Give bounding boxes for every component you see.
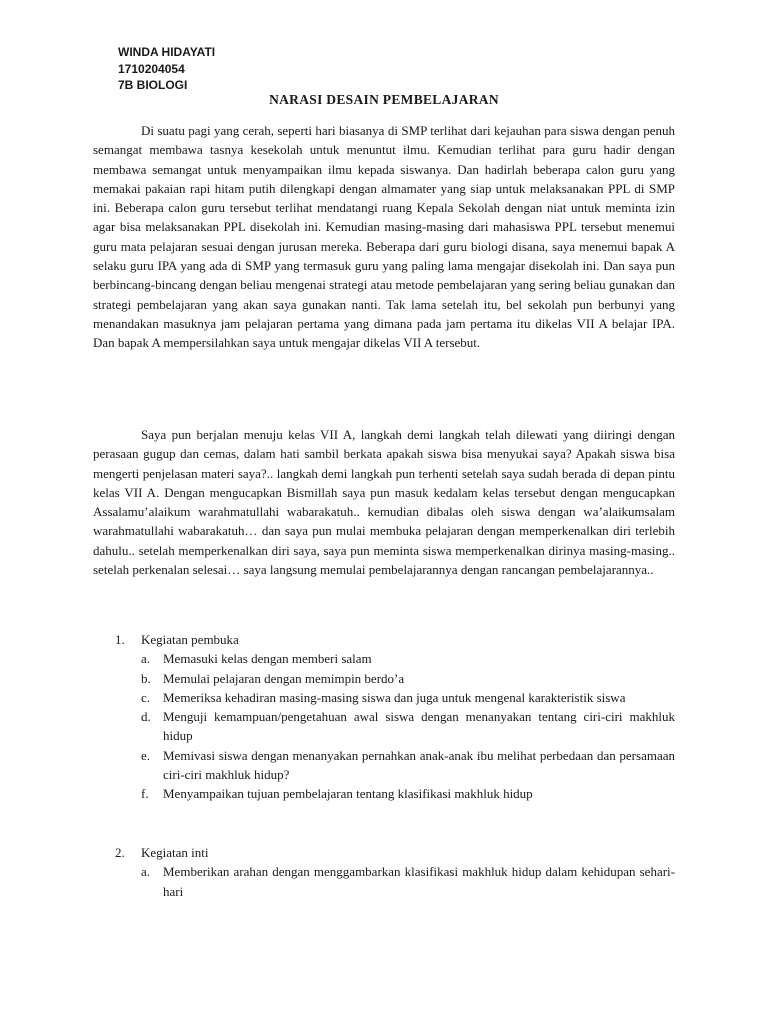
paragraph-text: Saya pun berjalan menuju kelas VII A, langkah demi langkah telah dilewati yang diiringi dengan perasaan gugup dan cemas, dalam hati sambil berkata apakah siswa bisa menyukai saya? Apakah siswa bisa mengerti penjelasan materi saya?.. langkah demi langkah pun terhenti setelah saya sudah berada di depan pintu kelas VII A. Dengan mengucapkan Bismillah saya pun masuk kedalam kelas tersebut dengan mengucapkan Assalamu’alaikum warahmatullahi wabarakatuh.. kemudian dibalas oleh siswa dengan wa’alaikumsalam warahmatullahi wabarakatuh… dan saya pun mulai membuka pelajaran dengan memperkenalkan diri terlebih dahulu.. setelah memperkenalkan diri saya, saya pun meminta siswa memperkenalkan dirinya masing-masing.. setelah perkenalan selesai… saya langsung memulai pembelajarannya dengan rancangan pembelajarannya..: [93, 427, 675, 578]
item-letter: c.: [141, 689, 151, 705]
item-text: Menguji kemampuan/pengetahuan awal siswa dengan menanyakan tentang ciri-ciri makhluk hidup: [163, 709, 675, 744]
sub-list: [93, 649, 675, 803]
author-name: WINDA HIDAYATI: [118, 45, 216, 59]
document-title: NARASI DESAIN PEMBELAJARAN: [269, 92, 499, 107]
section-core-activities: [93, 843, 675, 901]
item-text: Memulai pelajaran dengan memimpin berdo’a: [163, 670, 405, 686]
paragraph-2: [93, 425, 675, 579]
item-letter: a.: [141, 651, 151, 667]
list-item: [93, 707, 675, 746]
item-letter: b.: [141, 670, 151, 686]
item-text: Memberikan arahan dengan menggambarkan klasifikasi makhluk hidup dalam kehidupan sehari-hari: [163, 864, 675, 899]
item-text: Menyampaikan tujuan pembelajaran tentang klasifikasi makhluk hidup: [163, 786, 533, 802]
item-letter: d.: [141, 709, 151, 725]
list-item: [93, 688, 675, 707]
section-opening-activities: [93, 630, 675, 804]
section-heading-row: [93, 843, 675, 862]
item-letter: e.: [141, 747, 151, 763]
item-letter: a.: [141, 864, 151, 880]
sub-list: [93, 862, 675, 901]
section-heading: Kegiatan inti: [141, 845, 209, 860]
item-letter: f.: [141, 786, 149, 802]
item-text: Memasuki kelas dengan memberi salam: [163, 651, 372, 667]
paragraph-text: Di suatu pagi yang cerah, seperti hari biasanya di SMP terlihat dari kejauhan para siswa dengan penuh semangat membawa tasnya kesekolah untuk menuntut ilmu. Kemudian terlihat para guru hadir dengan membawa semangat untuk menyampaikan ilmu kepada siswanya. Dan hadirlah beberapa calon guru yang memakai pakaian rapi hitam putih dilengkapi dengan almamater yang siap untuk melaksanakan PPL di SMP ini. Beberapa calon guru tersebut terlihat mendatangi ruang Kepala Sekolah dengan niat untuk meminta izin agar bisa melaksanakan PPL disekolah ini. Kemudian masing-masing dari mahasiswa PPL tersebut menemui guru mata pelajaran sesuai dengan jurusan mereka. Beberapa dari guru biologi disana, saya menemui bapak A selaku guru IPA yang ada di SMP yang termasuk guru yang paling lama mengajar disekolah ini. Dan saya pun berbincang-bincang dengan beliau mengenai strategi atau metode pembelajaran yang sering beliau gunakan dan strategi pembelajaran yang akan saya gunakan nanti. Tak lama setelah itu, bel sekolah pun berbunyi yang menandakan masuknya jam pelajaran pertama yang dimana pada jam pertama itu dikelas VII A belajar IPA. Dan bapak A mempersilahkan saya untuk mengajar dikelas VII A tersebut.: [93, 123, 675, 351]
list-item: [93, 649, 675, 668]
list-item: [93, 669, 675, 688]
item-text: Memivasi siswa dengan menanyakan pernahkan anak-anak ibu melihat perbedaan dan persamaan ciri-ciri makhluk hidup?: [163, 747, 675, 783]
list-item: [93, 784, 675, 803]
author-header: [118, 44, 215, 94]
list-item: [93, 746, 675, 785]
item-text: Memeriksa kehadiran masing-masing siswa dan juga untuk mengenal karakteristik siswa: [163, 689, 626, 705]
class-name: 7B BIOLOGI: [118, 78, 188, 92]
section-number: 1.: [115, 632, 125, 647]
section-number: 2.: [115, 845, 125, 860]
section-heading: Kegiatan pembuka: [141, 632, 239, 647]
student-id: 1710204054: [118, 61, 185, 76]
paragraph-1: [93, 121, 675, 353]
section-heading-row: [93, 630, 675, 649]
list-item: [93, 862, 675, 901]
